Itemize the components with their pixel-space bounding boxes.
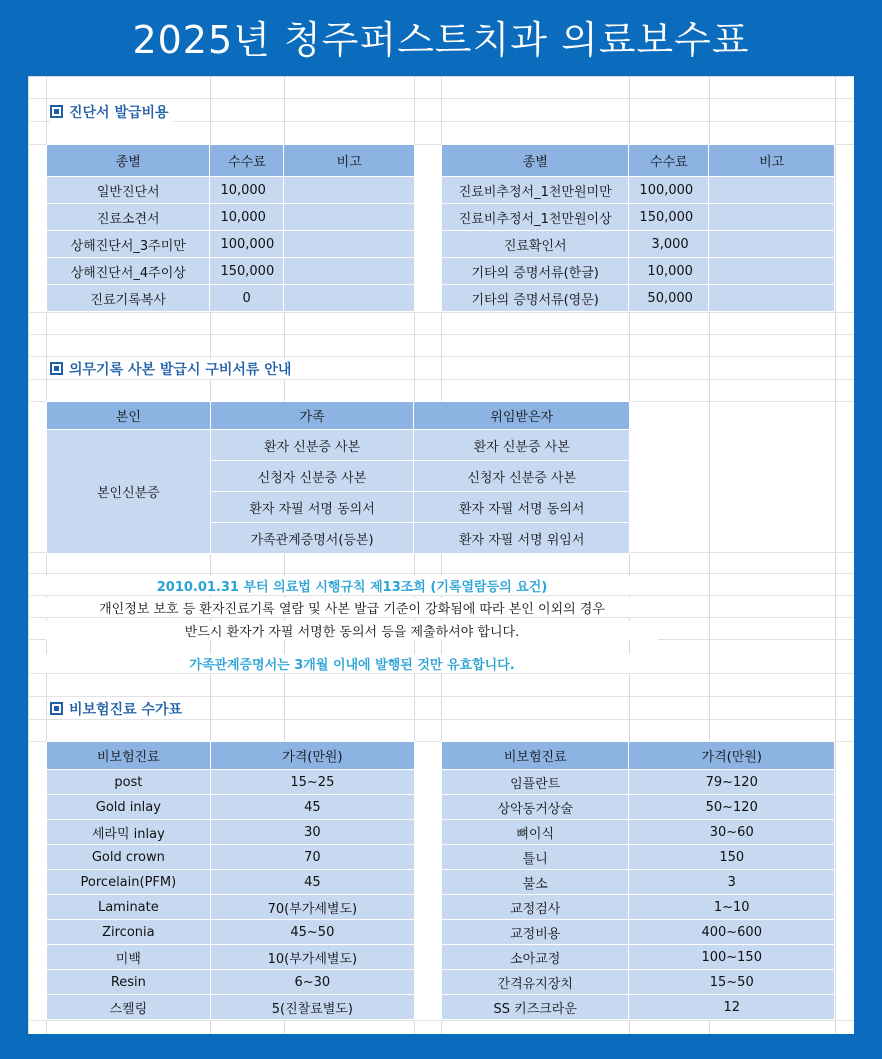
section-title-records: 의무기록 사본 발급시 구비서류 안내 xyxy=(50,359,295,379)
table-cell: 환자 신분증 사본 xyxy=(210,430,414,461)
table-cell: Gold inlay xyxy=(47,795,211,820)
table-cell: 소아교정 xyxy=(442,945,629,970)
table-cell: 기타의 증명서류(영문) xyxy=(442,285,629,312)
table-cell: 틀니 xyxy=(442,845,629,870)
noncovered-fee-table-left xyxy=(46,741,415,1020)
policy-note-line2: 반드시 환자가 자필 서명한 동의서 등을 제출하셔야 합니다. xyxy=(46,621,658,640)
table-cell xyxy=(284,204,415,231)
table-cell: 50,000 xyxy=(629,285,709,312)
table-cell: 상해진단서_4주이상 xyxy=(47,258,210,285)
column-header: 가격(만원) xyxy=(210,742,414,770)
table-cell: 30 xyxy=(210,820,414,845)
table-cell: 15~50 xyxy=(629,970,835,995)
table-cell: 간격유지장치 xyxy=(442,970,629,995)
table-cell: 진료비추정서_1천만원미만 xyxy=(442,177,629,204)
table-cell: 10,000 xyxy=(210,177,284,204)
column-header: 비보험진료 xyxy=(47,742,211,770)
table-cell xyxy=(709,285,835,312)
table-cell: 진료비추정서_1천만원이상 xyxy=(442,204,629,231)
table-cell: 신청자 신분증 사본 xyxy=(414,461,630,492)
noncovered-fee-table-right xyxy=(441,741,835,1020)
table-cell xyxy=(284,231,415,258)
table-cell: post xyxy=(47,770,211,795)
table-cell: 150 xyxy=(629,845,835,870)
table-cell xyxy=(709,231,835,258)
table-cell: 환자 자필 서명 위임서 xyxy=(414,523,630,554)
column-header: 비고 xyxy=(284,145,415,177)
table-cell: 진료확인서 xyxy=(442,231,629,258)
records-documents-table xyxy=(46,401,630,554)
table-cell: Resin xyxy=(47,970,211,995)
table-cell: 45 xyxy=(210,795,414,820)
table-cell: 가족관계증명서(등본) xyxy=(210,523,414,554)
table-cell-self: 본인신분증 xyxy=(47,430,211,554)
table-cell: 임플란트 xyxy=(442,770,629,795)
table-cell: 50~120 xyxy=(629,795,835,820)
table-cell: 100~150 xyxy=(629,945,835,970)
table-cell: 1~10 xyxy=(629,895,835,920)
column-header: 가격(만원) xyxy=(629,742,835,770)
table-cell xyxy=(709,177,835,204)
table-cell xyxy=(284,177,415,204)
table-cell: 10,000 xyxy=(629,258,709,285)
spreadsheet-sheet xyxy=(28,76,854,1034)
table-cell: 미백 xyxy=(47,945,211,970)
table-cell: 교정비용 xyxy=(442,920,629,945)
table-cell: 30~60 xyxy=(629,820,835,845)
table-cell: Laminate xyxy=(47,895,211,920)
table-cell: 상악동거상술 xyxy=(442,795,629,820)
cert-fee-table-right xyxy=(441,144,835,312)
table-cell: 상해진단서_3주미만 xyxy=(47,231,210,258)
column-header: 종별 xyxy=(47,145,210,177)
table-cell: 신청자 신분증 사본 xyxy=(210,461,414,492)
table-cell: 스켈링 xyxy=(47,995,211,1020)
table-cell: 45 xyxy=(210,870,414,895)
table-cell: 12 xyxy=(629,995,835,1020)
policy-note-line1: 개인정보 보호 등 환자진료기록 열람 및 사본 발급 기준이 강화됨에 따라 본인 이외의 경우 xyxy=(46,598,658,617)
family-cert-note: 가족관계증명서는 3개월 이내에 발행된 것만 유효합니다. xyxy=(46,654,658,673)
table-cell xyxy=(284,285,415,312)
table-cell: 150,000 xyxy=(210,258,284,285)
table-cell: 0 xyxy=(210,285,284,312)
table-cell: Gold crown xyxy=(47,845,211,870)
table-cell: 기타의 증명서류(한글) xyxy=(442,258,629,285)
table-cell: 10(부가세별도) xyxy=(210,945,414,970)
column-header: 비보험진료 xyxy=(442,742,629,770)
table-cell: 70 xyxy=(210,845,414,870)
table-cell: 환자 자필 서명 동의서 xyxy=(210,492,414,523)
table-cell: 불소 xyxy=(442,870,629,895)
table-cell: 100,000 xyxy=(629,177,709,204)
table-cell: 45~50 xyxy=(210,920,414,945)
table-cell: 교정검사 xyxy=(442,895,629,920)
column-header: 가족 xyxy=(210,402,414,430)
table-cell: 400~600 xyxy=(629,920,835,945)
table-cell: 환자 자필 서명 동의서 xyxy=(414,492,630,523)
square-bullet-icon xyxy=(50,105,63,118)
table-cell: 진료소견서 xyxy=(47,204,210,231)
table-cell xyxy=(709,258,835,285)
table-cell: 진료기록복사 xyxy=(47,285,210,312)
table-cell: 100,000 xyxy=(210,231,284,258)
table-cell: 뼈이식 xyxy=(442,820,629,845)
table-cell: 3 xyxy=(629,870,835,895)
table-cell: 150,000 xyxy=(629,204,709,231)
table-cell: 환자 신분증 사본 xyxy=(414,430,630,461)
table-cell: 15~25 xyxy=(210,770,414,795)
table-cell: 3,000 xyxy=(629,231,709,258)
table-cell: 일반진단서 xyxy=(47,177,210,204)
table-cell: 6~30 xyxy=(210,970,414,995)
column-header: 본인 xyxy=(47,402,211,430)
table-cell: 세라믹 inlay xyxy=(47,820,211,845)
cert-fee-table-left xyxy=(46,144,415,312)
section-title-noncovered: 비보험진료 수가표 xyxy=(50,699,186,719)
table-cell: Zirconia xyxy=(47,920,211,945)
column-header: 비고 xyxy=(709,145,835,177)
section-title-cert: 진단서 발급비용 xyxy=(50,102,173,122)
table-cell: Porcelain(PFM) xyxy=(47,870,211,895)
table-cell xyxy=(284,258,415,285)
column-header: 위임받은자 xyxy=(414,402,630,430)
table-cell: SS 키즈크라운 xyxy=(442,995,629,1020)
square-bullet-icon xyxy=(50,702,63,715)
table-cell: 79~120 xyxy=(629,770,835,795)
column-header: 수수료 xyxy=(210,145,284,177)
column-header: 수수료 xyxy=(629,145,709,177)
table-cell: 10,000 xyxy=(210,204,284,231)
column-header: 종별 xyxy=(442,145,629,177)
table-cell xyxy=(709,204,835,231)
law-note: 2010.01.31 부터 의료법 시행규칙 제13조희 (기록열람등의 요건) xyxy=(46,576,658,595)
table-cell: 70(부가세별도) xyxy=(210,895,414,920)
square-bullet-icon xyxy=(50,362,63,375)
page-title: 2025년 청주퍼스트치과 의료보수표 xyxy=(132,18,750,62)
table-cell: 5(진찰료별도) xyxy=(210,995,414,1020)
